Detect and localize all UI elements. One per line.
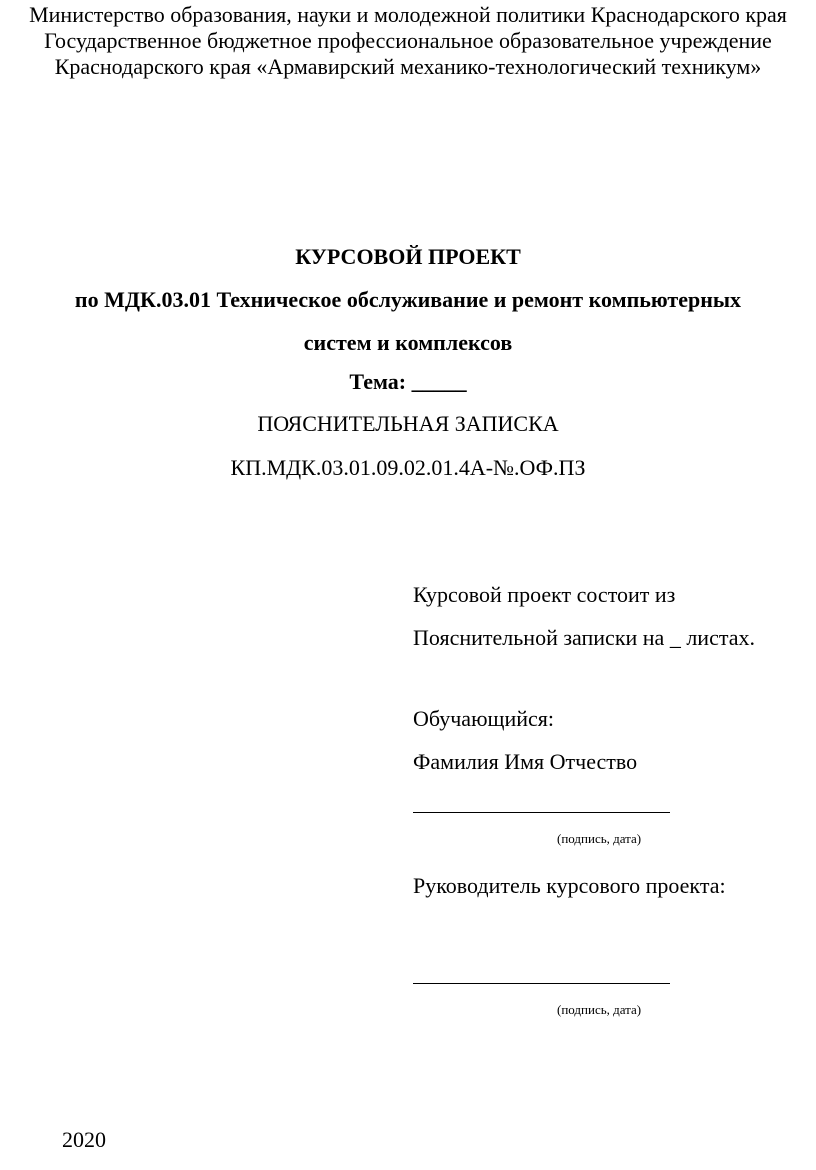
institution-name-line: Краснодарского края «Армавирский механико-технологический техникум»	[54, 54, 762, 79]
supervisor-signature-caption: (подпись, дата)	[557, 1002, 642, 1017]
year: 2020	[62, 1127, 106, 1152]
student-signature-caption: (подпись, дата)	[557, 831, 642, 846]
supervisor-signature-line	[413, 983, 670, 984]
subject-line-1: по МДК.03.01 Техническое обслуживание и ремонт компьютерных	[74, 287, 742, 312]
page-title: КУРСОВОЙ ПРОЕКТ	[295, 244, 521, 269]
topic-line: Тема: _____	[349, 369, 467, 394]
student-signature-line	[413, 812, 670, 813]
subject-line-2: систем и комплексов	[303, 330, 513, 355]
student-label: Обучающийся:	[413, 706, 554, 731]
institution-line: Государственное бюджетное профессиональное образовательное учреждение	[44, 28, 772, 53]
document-type: ПОЯСНИТЕЛЬНАЯ ЗАПИСКА	[257, 411, 559, 436]
document-code: КП.МДК.03.01.09.02.01.4А-№.ОФ.ПЗ	[230, 455, 586, 480]
supervisor-label: Руководитель курсового проекта:	[413, 873, 726, 898]
student-name: Фамилия Имя Отчество	[413, 749, 638, 774]
composition-line-2: Пояснительной записки на _ листах.	[413, 625, 755, 650]
ministry-line: Министерство образования, науки и молодежной политики Краснодарского края	[29, 2, 787, 27]
composition-line-1: Курсовой проект состоит из	[413, 582, 676, 607]
